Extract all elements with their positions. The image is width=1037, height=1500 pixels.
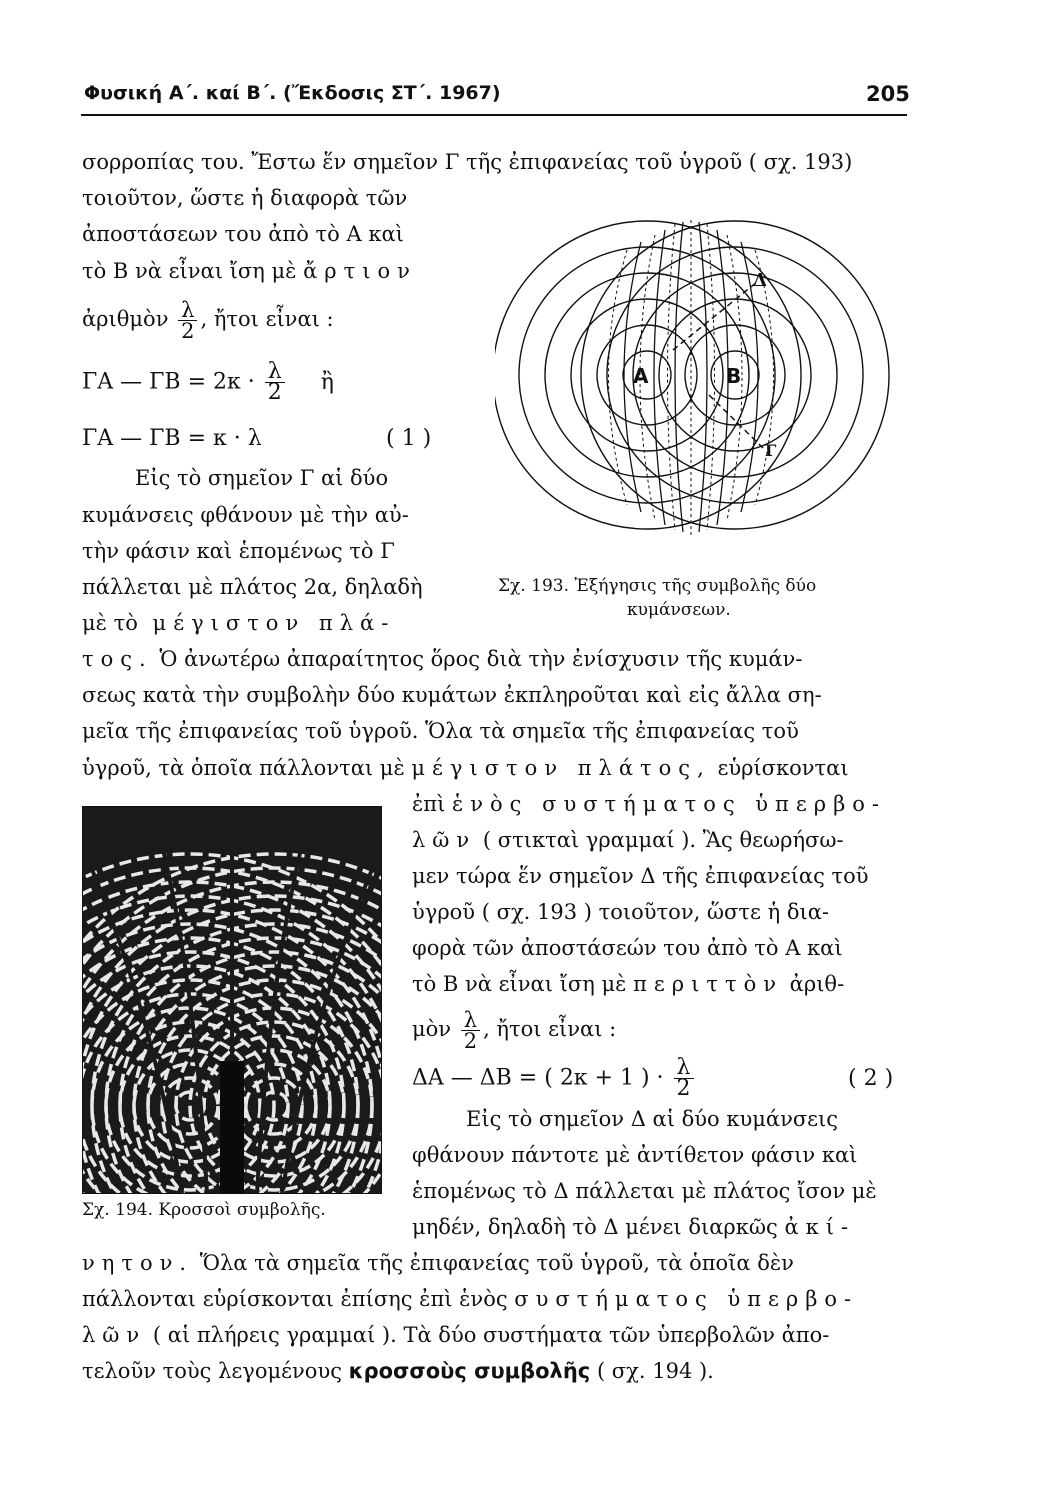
text-line: μὲ τὸ μέγιστον πλά- (82, 611, 396, 635)
emphasis-spaced: τος. (82, 647, 153, 671)
emphasis-spaced: μέγιστον πλά- (152, 611, 396, 635)
text-line: ἀριθμὸν $\frac{\lambda}{2}$ , ἤτοι εἶναι : (82, 298, 334, 343)
text-line: φορὰ τῶν ἀποστάσεών του ἀπὸ τὸ Α καὶ (412, 936, 843, 960)
emphasis-spaced: ἄρτιον (303, 259, 417, 283)
text-line: μεν τώρα ἕν σημεῖον Δ τῆς ἐπιφανείας τοῦ (412, 864, 869, 888)
text-line: ὑγροῦ, τὰ ὁποῖα πάλλονται μὲ μέγιστον πλάτος, εὑρίσκονται (82, 756, 849, 780)
header-rule (81, 114, 907, 116)
text-line: σορροπίας του. Ἔστω ἕν σημεῖον Γ τῆς ἐπιφανείας τοῦ ὑγροῦ ( σχ. 193) (82, 150, 853, 174)
text-line: μὸν $\frac{\lambda}{2}$ , ἤτοι εἶναι : (412, 1008, 617, 1053)
equation-number-1: ( 1 ) (386, 426, 432, 451)
figure-194-photo (82, 806, 382, 1194)
text-line: τὸ Β νὰ εἶναι ἴση μὲ περιττὸν ἀριθ- (412, 972, 845, 996)
emphasis-spaced: μέγιστον πλάτος, (411, 756, 711, 780)
text-line: κυμάνσεις φθάνουν μὲ τὴν αὐ- (82, 503, 409, 527)
figure-194-caption: Σχ. 194. Κροσσοὶ συμβολῆς. (82, 1200, 326, 1220)
text-line: μεῖα τῆς ἐπιφανείας τοῦ ὑγροῦ. Ὅλα τὰ σημεῖα τῆς ἐπιφανείας τοῦ (82, 719, 799, 743)
equation-1: ΓΑ — ΓΒ = κ · λ (82, 426, 262, 451)
emphasis-spaced: νητον. (82, 1251, 194, 1275)
label-a: A (633, 364, 649, 388)
emphasis-spaced: συστήματος ὑπερβο- (514, 1287, 859, 1311)
text-line: τοιοῦτον, ὥστε ἡ διαφορὰ τῶν (82, 186, 408, 210)
text-line: πάλλονται εὑρίσκονται ἐπίσης ἐπὶ ἑνὸς συστήματος ὑπερβο- (82, 1287, 859, 1311)
text-line: φθάνουν πάντοτε μὲ ἀντίθετον φάσιν καὶ (412, 1143, 858, 1167)
label-b: B (726, 364, 742, 388)
text-line: ὑγροῦ ( σχ. 193 ) τοιοῦτον, ὥστε ἡ δια- (412, 900, 829, 924)
emphasis-spaced: περιττὸν (633, 972, 783, 996)
emphasis-spaced: λῶν (82, 1323, 147, 1347)
text-line: τὴν φάσιν καὶ ἑπομένως τὸ Γ (82, 539, 395, 563)
text-line: ἐπὶ ἑνὸς συστήματος ὑπερβο- (412, 792, 886, 816)
equation-number-2: ( 2 ) (848, 1066, 894, 1091)
running-header: Φυσική Α΄. καί Β΄. (Ἔκδοσις ΣΤ΄. 1967) (84, 82, 501, 104)
emphasis-spaced: ἀκί- (784, 1215, 856, 1239)
figure-193-diagram (495, 190, 890, 558)
label-g: Γ (765, 441, 777, 460)
equation-1a: ΓΑ — ΓΒ = 2κ · $\frac{\lambda}{2}$ ἢ (82, 359, 334, 405)
fraction-lambda-over-2: $\frac{\lambda}{2}$ (674, 1058, 694, 1099)
label-d: Δ (753, 270, 767, 291)
text-line: ἀποστάσεων του ἀπὸ τὸ Α καὶ (82, 222, 404, 246)
text-line: μηδέν, δηλαδὴ τὸ Δ μένει διαρκῶς ἀκί- (412, 1215, 856, 1239)
bold-term: κροσσοὺς συμβολῆς (348, 1359, 591, 1383)
text-line: λῶν ( αἱ πλήρεις γραμμαί ). Τὰ δύο συστήματα τῶν ὑπερβολῶν ἀπο- (82, 1323, 830, 1347)
figure-193-caption-cont: κυμάνσεων. (627, 600, 731, 620)
text-line: τος. Ὁ ἀνωτέρω ἀπαραίτητος ὅρος διὰ τὴν ἐνίσχυσιν τῆς κυμάν- (82, 647, 803, 671)
text-line: σεως κατὰ τὴν συμβολὴν δύο κυμάτων ἐκπληροῦται καὶ εἰς ἄλλα ση- (82, 683, 822, 707)
fraction-lambda-over-2: $\frac{\lambda}{2}$ (461, 1010, 480, 1051)
text-line: τὸ Β νὰ εἶναι ἴση μὲ ἄρτιον (82, 259, 417, 283)
fraction-lambda-over-2: $\frac{\lambda}{2}$ (265, 362, 285, 403)
text-line: τελοῦν τοὺς λεγομένους κροσσοὺς συμβολῆς ( σχ. 194 ). (82, 1359, 714, 1383)
fraction-lambda-over-2: $\frac{\lambda}{2}$ (178, 300, 197, 341)
page-number: 205 (866, 82, 910, 106)
text-line: λῶν ( στικταὶ γραμμαί ). Ἂς θεωρήσω- (412, 828, 844, 852)
equation-2: ΔΑ — ΔΒ = ( 2κ + 1 ) · $\frac{\lambda}{2}$ (412, 1058, 697, 1099)
text-line: ἑπομένως τὸ Δ πάλλεται μὲ πλάτος ἴσον μὲ (412, 1179, 877, 1203)
text-line: Εἰς τὸ σημεῖον Δ αἱ δύο κυμάνσεις (466, 1107, 839, 1131)
text-line: νητον. Ὅλα τὰ σημεῖα τῆς ἐπιφανείας τοῦ ὑγροῦ, τὰ ὁποῖα δὲν (82, 1251, 794, 1275)
emphasis-spaced: ἑνὸς συστήματος ὑπερβο- (452, 792, 886, 816)
text-line: πάλλεται μὲ πλάτος 2α, δηλαδὴ (82, 575, 423, 599)
figure-193-caption: Σχ. 193. Ἐξήγησις τῆς συμβολῆς δύο (498, 576, 817, 596)
text-line: Εἰς τὸ σημεῖον Γ αἱ δύο (135, 466, 389, 490)
emphasis-spaced: λῶν (412, 828, 477, 852)
